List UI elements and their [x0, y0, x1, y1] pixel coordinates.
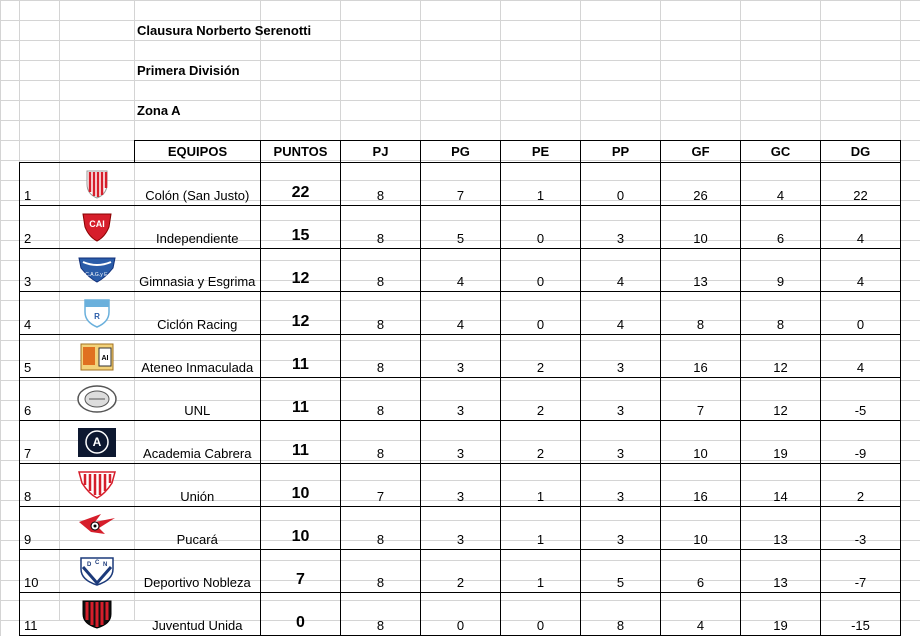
unl-crest-icon — [75, 383, 119, 415]
pg-cell[interactable]: 3 — [421, 421, 501, 464]
academia-cabrera-crest-icon — [75, 426, 119, 458]
pp-cell[interactable]: 3 — [581, 378, 661, 421]
svg-text:A: A — [92, 435, 102, 449]
team-name-cell[interactable]: Colón (San Justo) — [135, 163, 261, 206]
pe-cell[interactable]: 2 — [501, 421, 581, 464]
col-header-gf[interactable]: GF — [661, 141, 741, 163]
table-row — [20, 249, 901, 292]
pe-cell[interactable]: 1 — [501, 507, 581, 550]
pp-cell[interactable]: 8 — [581, 593, 661, 636]
col-header-puntos[interactable]: PUNTOS — [261, 141, 341, 163]
logo-cell[interactable] — [60, 378, 135, 421]
pg-cell[interactable]: 2 — [421, 550, 501, 593]
pe-cell[interactable]: 2 — [501, 378, 581, 421]
team-name-cell[interactable]: Academia Cabrera — [135, 421, 261, 464]
position-cell[interactable]: 5 — [20, 335, 60, 378]
pj-cell[interactable]: 8 — [341, 550, 421, 593]
pj-cell[interactable]: 7 — [341, 464, 421, 507]
logo-cell[interactable] — [60, 335, 135, 378]
position-cell[interactable]: 7 — [20, 421, 60, 464]
pg-cell[interactable]: 3 — [421, 507, 501, 550]
team-name-cell[interactable]: Deportivo Nobleza — [135, 550, 261, 593]
gf-cell[interactable]: 16 — [661, 464, 741, 507]
team-name-cell[interactable]: UNL — [135, 378, 261, 421]
gf-cell[interactable]: 8 — [661, 292, 741, 335]
logo-cell[interactable] — [60, 206, 135, 249]
pp-cell[interactable]: 3 — [581, 206, 661, 249]
gc-cell[interactable]: 12 — [741, 378, 821, 421]
gf-cell[interactable]: 10 — [661, 421, 741, 464]
team-name-cell[interactable]: Ciclón Racing — [135, 292, 261, 335]
pts-cell[interactable]: 12 — [261, 292, 341, 335]
gc-cell[interactable]: 4 — [741, 163, 821, 206]
table-row — [20, 593, 901, 636]
table-row — [20, 206, 901, 249]
col-header-pj[interactable]: PJ — [341, 141, 421, 163]
pp-cell[interactable]: 4 — [581, 292, 661, 335]
svg-text:AI: AI — [101, 355, 109, 362]
dg-cell[interactable]: 4 — [821, 335, 901, 378]
gc-cell[interactable]: 13 — [741, 550, 821, 593]
table-row — [20, 421, 901, 464]
pj-cell[interactable]: 8 — [341, 249, 421, 292]
table-row — [20, 464, 901, 507]
logo-cell[interactable] — [60, 593, 135, 636]
position-cell[interactable]: 11 — [20, 593, 60, 636]
col-header-gc[interactable]: GC — [741, 141, 821, 163]
dg-cell[interactable]: 22 — [821, 163, 901, 206]
dg-cell[interactable]: 2 — [821, 464, 901, 507]
pe-cell[interactable]: 1 — [501, 550, 581, 593]
logo-cell[interactable] — [60, 507, 135, 550]
position-cell[interactable]: 1 — [20, 163, 60, 206]
pts-cell[interactable]: 0 — [261, 593, 341, 636]
team-name-cell[interactable]: Gimnasia y Esgrima — [135, 249, 261, 292]
union-crest-icon — [75, 469, 119, 501]
ateneo-crest-icon — [75, 340, 119, 372]
pts-cell[interactable]: 10 — [261, 507, 341, 550]
pe-cell[interactable]: 0 — [501, 593, 581, 636]
ciclon-racing-crest-icon — [75, 297, 119, 329]
pj-cell[interactable]: 8 — [341, 206, 421, 249]
pe-cell[interactable]: 0 — [501, 206, 581, 249]
zone-label: Zona A — [137, 103, 181, 118]
team-name-cell[interactable]: Juventud Unida — [135, 593, 261, 636]
logo-cell[interactable] — [60, 249, 135, 292]
gc-cell[interactable]: 8 — [741, 292, 821, 335]
logo-cell[interactable] — [60, 292, 135, 335]
gc-cell[interactable]: 13 — [741, 507, 821, 550]
gf-cell[interactable]: 13 — [661, 249, 741, 292]
division-label: Primera División — [137, 63, 240, 78]
nobleza-crest-icon — [75, 555, 119, 587]
position-cell[interactable]: 6 — [20, 378, 60, 421]
col-header-dg[interactable]: DG — [821, 141, 901, 163]
team-name-cell[interactable]: Independiente — [135, 206, 261, 249]
header-blank — [20, 141, 60, 163]
pts-cell[interactable]: 7 — [261, 550, 341, 593]
logo-cell[interactable] — [60, 421, 135, 464]
gf-cell[interactable]: 4 — [661, 593, 741, 636]
logo-cell[interactable] — [60, 550, 135, 593]
colon-crest-icon — [75, 168, 119, 200]
pe-cell[interactable]: 1 — [501, 464, 581, 507]
pj-cell[interactable]: 8 — [341, 163, 421, 206]
pg-cell[interactable]: 4 — [421, 249, 501, 292]
pg-cell[interactable]: 3 — [421, 335, 501, 378]
position-cell[interactable]: 10 — [20, 550, 60, 593]
pj-cell[interactable]: 8 — [341, 507, 421, 550]
position-cell[interactable]: 3 — [20, 249, 60, 292]
standings-table — [19, 140, 901, 636]
pts-cell[interactable]: 11 — [261, 335, 341, 378]
independiente-crest-icon — [75, 211, 119, 243]
gf-cell[interactable]: 10 — [661, 507, 741, 550]
pp-cell[interactable]: 3 — [581, 335, 661, 378]
gc-cell[interactable]: 12 — [741, 335, 821, 378]
dg-cell[interactable]: -5 — [821, 378, 901, 421]
position-cell[interactable]: 9 — [20, 507, 60, 550]
pg-cell[interactable]: 3 — [421, 464, 501, 507]
gimnasia-crest-icon — [75, 254, 119, 286]
pj-cell[interactable]: 8 — [341, 421, 421, 464]
gf-cell[interactable]: 26 — [661, 163, 741, 206]
position-cell[interactable]: 4 — [20, 292, 60, 335]
dg-cell[interactable]: -9 — [821, 421, 901, 464]
pe-cell[interactable]: 0 — [501, 249, 581, 292]
pts-cell[interactable]: 11 — [261, 421, 341, 464]
svg-text:CAI: CAI — [89, 219, 105, 229]
pts-cell[interactable]: 15 — [261, 206, 341, 249]
pg-cell[interactable]: 0 — [421, 593, 501, 636]
logo-cell[interactable] — [60, 464, 135, 507]
position-cell[interactable]: 2 — [20, 206, 60, 249]
juventud-unida-crest-icon — [75, 598, 119, 630]
gc-cell[interactable]: 19 — [741, 593, 821, 636]
col-header-pp[interactable]: PP — [581, 141, 661, 163]
gf-cell[interactable]: 16 — [661, 335, 741, 378]
pg-cell[interactable]: 4 — [421, 292, 501, 335]
logo-cell[interactable] — [60, 163, 135, 206]
gc-cell[interactable]: 6 — [741, 206, 821, 249]
pj-cell[interactable]: 8 — [341, 378, 421, 421]
pe-cell[interactable]: 2 — [501, 335, 581, 378]
dg-cell[interactable]: 4 — [821, 249, 901, 292]
pj-cell[interactable]: 8 — [341, 593, 421, 636]
pj-cell[interactable]: 8 — [341, 292, 421, 335]
pts-cell[interactable]: 10 — [261, 464, 341, 507]
col-header-equipos[interactable]: EQUIPOS — [135, 141, 261, 163]
pj-cell[interactable]: 8 — [341, 335, 421, 378]
pp-cell[interactable]: 3 — [581, 507, 661, 550]
pg-cell[interactable]: 7 — [421, 163, 501, 206]
svg-text:R: R — [94, 312, 100, 321]
dg-cell[interactable]: -7 — [821, 550, 901, 593]
gc-cell[interactable]: 9 — [741, 249, 821, 292]
header-blank — [60, 141, 135, 163]
gf-cell[interactable]: 6 — [661, 550, 741, 593]
position-cell[interactable]: 8 — [20, 464, 60, 507]
table-row — [20, 335, 901, 378]
pp-cell[interactable]: 3 — [581, 421, 661, 464]
pucara-crest-icon — [75, 512, 119, 544]
dg-cell[interactable]: -15 — [821, 593, 901, 636]
pts-cell[interactable]: 22 — [261, 163, 341, 206]
col-header-pe[interactable]: PE — [501, 141, 581, 163]
pg-cell[interactable]: 3 — [421, 378, 501, 421]
sheet-title: Clausura Norberto Serenotti — [137, 23, 312, 38]
pg-cell[interactable]: 5 — [421, 206, 501, 249]
gc-cell[interactable]: 19 — [741, 421, 821, 464]
table-row — [20, 292, 901, 335]
table-row — [20, 550, 901, 593]
col-header-pg[interactable]: PG — [421, 141, 501, 163]
table-row — [20, 507, 901, 550]
svg-text:C.A.G.y E.: C.A.G.y E. — [85, 272, 109, 278]
svg-text:D: D — [87, 562, 92, 568]
gf-cell[interactable]: 10 — [661, 206, 741, 249]
pp-cell[interactable]: 4 — [581, 249, 661, 292]
header-row — [20, 141, 901, 163]
pts-cell[interactable]: 11 — [261, 378, 341, 421]
gc-cell[interactable]: 14 — [741, 464, 821, 507]
team-name-cell[interactable]: Ateneo Inmaculada — [135, 335, 261, 378]
pp-cell[interactable]: 0 — [581, 163, 661, 206]
svg-text:C: C — [95, 560, 100, 566]
pe-cell[interactable]: 0 — [501, 292, 581, 335]
dg-cell[interactable]: 4 — [821, 206, 901, 249]
team-name-cell[interactable]: Unión — [135, 464, 261, 507]
pp-cell[interactable]: 5 — [581, 550, 661, 593]
pts-cell[interactable]: 12 — [261, 249, 341, 292]
team-name-cell[interactable]: Pucará — [135, 507, 261, 550]
dg-cell[interactable]: -3 — [821, 507, 901, 550]
pe-cell[interactable]: 1 — [501, 163, 581, 206]
table-row — [20, 378, 901, 421]
svg-text:N: N — [103, 562, 108, 568]
gf-cell[interactable]: 7 — [661, 378, 741, 421]
table-row — [20, 163, 901, 206]
pp-cell[interactable]: 3 — [581, 464, 661, 507]
dg-cell[interactable]: 0 — [821, 292, 901, 335]
